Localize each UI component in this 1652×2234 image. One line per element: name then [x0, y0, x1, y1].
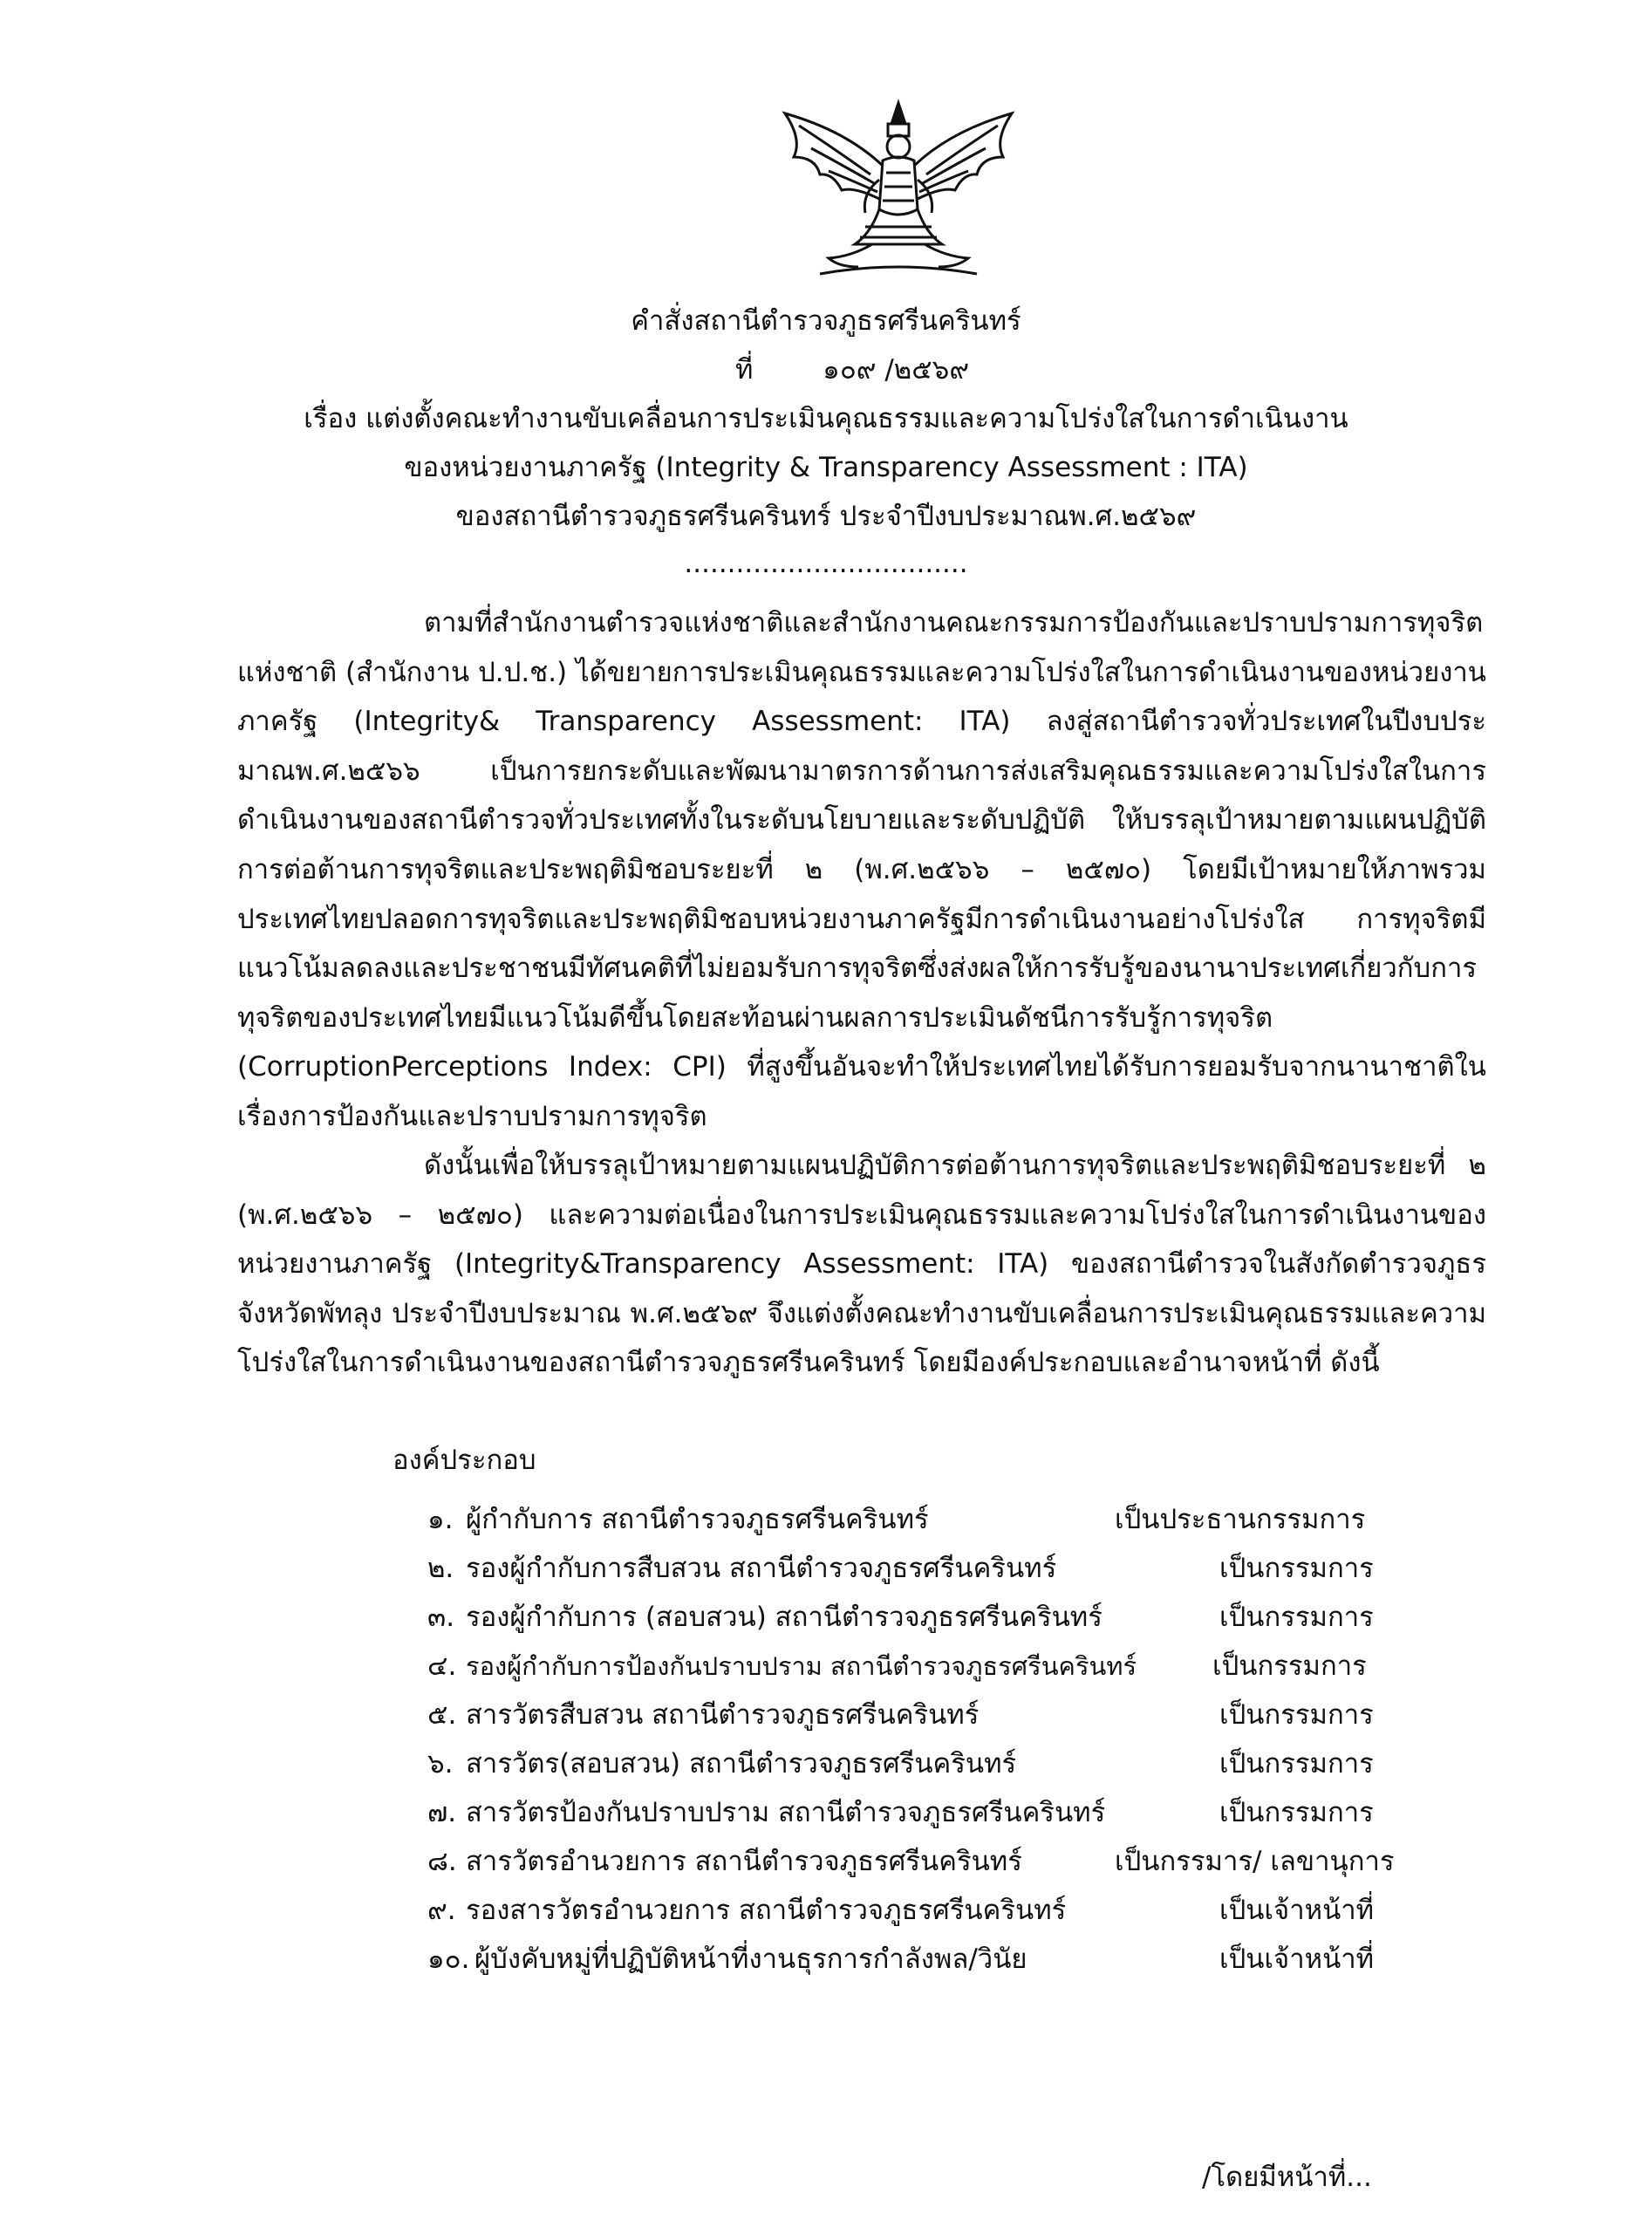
member-position: สารวัตรสืบสวน สถานีตำรวจภูธรศรีนครินทร์: [466, 1699, 980, 1731]
member-row: [427, 1691, 1422, 1739]
member-position: สารวัตร(สอบสวน) สถานีตำรวจภูธรศรีนครินทร์: [466, 1748, 1017, 1780]
member-position: ผู้บังคับหมู่ที่ปฏิบัติหน้าที่งานธุรการกำลังพล/วินัย: [474, 1944, 1027, 1975]
garuda-emblem-icon: [768, 96, 1029, 284]
member-role: เป็นกรรมการ: [1219, 1602, 1374, 1633]
member-role: เป็นเจ้าหน้าที่: [1219, 1944, 1375, 1975]
member-row: [427, 1544, 1422, 1593]
member-number: ๕.: [427, 1699, 457, 1731]
continuation-note: /โดยมีหน้าที่...: [1202, 2162, 1372, 2193]
member-position: รองผู้กำกับการป้องกันปราบปราม สถานีตำรวจภูธรศรีนครินทร์: [466, 1651, 1137, 1681]
order-number-label: ที่: [735, 354, 754, 386]
separator-dots: .................................: [684, 548, 968, 579]
member-row: [427, 1935, 1422, 1984]
order-number-value: ๑๐๙ /๒๕๖๙: [823, 354, 970, 386]
subject-line-2: ของหน่วยงานภาครัฐ (Integrity & Transparency Assessment : ITA): [404, 452, 1248, 483]
order-number: [735, 351, 969, 389]
member-role: เป็นประธานกรรมการ: [1115, 1504, 1366, 1535]
member-row: [427, 1886, 1422, 1935]
member-position: สารวัตรอำนวยการ สถานีตำรวจภูธรศรีนครินทร์: [466, 1846, 1022, 1877]
member-position: รองสารวัตรอำนวยการ สถานีตำรวจภูธรศรีนครินทร์: [466, 1895, 1067, 1926]
member-role: เป็นเจ้าหน้าที่: [1219, 1895, 1375, 1926]
member-position: รองผู้กำกับการ (สอบสวน) สถานีตำรวจภูธรศรีนครินทร์: [466, 1602, 1102, 1633]
member-role: เป็นกรรมการ: [1219, 1748, 1374, 1780]
composition-heading: องค์ประกอบ: [393, 1445, 536, 1476]
member-number: ๓.: [427, 1602, 455, 1633]
subject-line-1: เรื่อง แต่งตั้งคณะทำงานขับเคลื่อนการประเมินคุณธรรมและความโปร่งใสในการดำเนินงาน: [304, 403, 1348, 434]
member-position: ผู้กำกับการ สถานีตำรวจภูธรศรีนครินทร์: [466, 1504, 929, 1535]
member-number: ๔.: [427, 1650, 457, 1682]
member-row: [427, 1593, 1422, 1642]
member-number: ๑.: [427, 1504, 454, 1535]
member-number: ๖.: [427, 1748, 454, 1780]
member-role: เป็นกรรมการ: [1219, 1797, 1374, 1828]
subject-line-3: ของสถานีตำรวจภูธรศรีนครินทร์ ประจำปีงบประมาณพ.ศ.๒๕๖๙: [455, 501, 1197, 532]
member-role: เป็นกรรมการ: [1219, 1553, 1374, 1584]
member-row: [427, 1495, 1422, 1544]
member-row: [427, 1837, 1422, 1886]
document-title: คำสั่งสถานีตำรวจภูธรศรีนครินทร์: [631, 305, 1021, 337]
member-number: ๙.: [427, 1895, 456, 1926]
member-row: [427, 1739, 1422, 1788]
member-role: เป็นกรรมาร/ เลขานุการ: [1115, 1846, 1395, 1877]
member-row: [427, 1642, 1422, 1691]
member-number: ๗.: [427, 1797, 457, 1828]
member-position: รองผู้กำกับการสืบสวน สถานีตำรวจภูธรศรีนครินทร์: [466, 1553, 1057, 1584]
member-role: เป็นกรรมการ: [1219, 1699, 1374, 1731]
member-number: ๘.: [427, 1846, 457, 1877]
paragraph-2: ดังนั้นเพื่อให้บรรลุเป้าหมายตามแผนปฏิบัติการต่อต้านการทุจริตและประพฤติมิชอบระยะที่ ๒ (พ.ศ.๒๕๖๖ – ๒๕๗๐) และความต่อเนื่องในการประเมินคุณธรรมและความโปร่งใสในการดำเนินงานของหน่วยงานภาครัฐ (Integrity&Transparency Assessment: ITA) ของสถานีตำรวจในสังกัดตำรวจภูธรจังหวัดพัทลุง ประจำปีงบประมาณ พ.ศ.๒๕๖๙ จึงแต่งตั้งคณะทำงานขับเคลื่อนการประเมินคุณธรรมและความโปร่งใสในการดำเนินงานของสถานีตำรวจภูธรศรีนครินทร์ โดยมีองค์ประกอบและอำนาจหน้าที่ ดังนี้: [237, 1150, 1486, 1379]
member-number: ๒.: [427, 1553, 454, 1584]
member-position: สารวัตรป้องกันปราบปราม สถานีตำรวจภูธรศรีนครินทร์: [466, 1797, 1106, 1828]
paragraph-1: ตามที่สำนักงานตำรวจแห่งชาติและสำนักงานคณะกรรมการป้องกันและปราบปรามการทุจริตแห่งชาติ (สำนักงาน ป.ป.ช.) ได้ขยายการประเมินคุณธรรมและความโปร่งใสในการดำเนินงานของหน่วยงานภาครัฐ (Integrity& Transparency Assessment: ITA) ลงสู่สถานีตำรวจทั่วประเทศในปีงบประมาณพ.ศ.๒๕๖๖ เป็นการยกระดับและพัฒนามาตรการด้านการส่งเสริมคุณธรรมและความโปร่งใสในการดำเนินงานของสถานีตำรวจทั่วประเทศทั้งในระดับนโยบายและระดับปฏิบัติ ให้บรรลุเป้าหมายตามแผนปฏิบัติการต่อต้านการทุจริตและประพฤติมิชอบระยะที่ ๒ (พ.ศ.๒๕๖๖ – ๒๕๗๐) โดยมีเป้าหมายให้ภาพรวมประเทศไทยปลอดการทุจริตและประพฤติมิชอบหน่วยงานภาครัฐมีการดำเนินงานอย่างโปร่งใส การทุจริตมีแนวโน้มลดลงและประชาชนมีทัศนคติที่ไม่ยอมรับการทุจริตซึ่งส่งผลให้การรับรู้ของนานาประเทศเกี่ยวกับการทุจริตของประเทศไทยมีแนวโน้มดีขึ้นโดยสะท้อนผ่านผลการประเมินดัชนีการรับรู้การทุจริต (CorruptionPerceptions Index: CPI) ที่สูงขึ้นอันจะทำให้ประเทศไทยได้รับการยอมรับจากนานาชาติในเรื่องการป้องกันและปราบปรามการทุจริต: [237, 607, 1486, 1132]
member-number: ๑๐.: [427, 1944, 470, 1975]
member-role: เป็นกรรมการ: [1212, 1650, 1367, 1682]
member-row: [427, 1788, 1422, 1837]
